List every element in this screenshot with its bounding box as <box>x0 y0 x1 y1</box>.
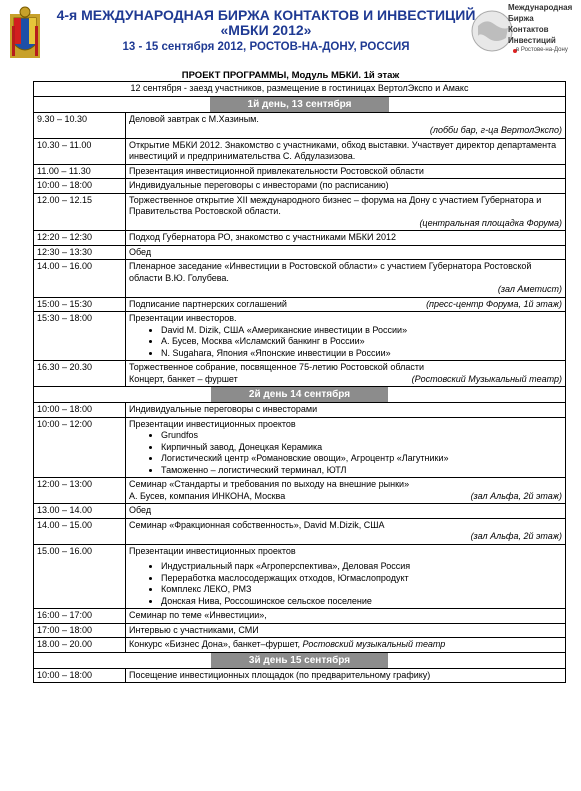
intro-row <box>34 82 566 97</box>
project-title: ПРОЕКТ ПРОГРАММЫ, Модуль МБКИ. 1й этаж <box>181 70 400 81</box>
day-header-row <box>34 652 566 668</box>
table-row <box>34 623 566 638</box>
intro-text: 12 сентября - заезд участников, размещение в гостиницах ВертолЭкспо и Амакс <box>34 82 566 97</box>
time-cell: 10.30 – 11.00 <box>34 138 126 164</box>
logo-word-1: Международная <box>508 3 573 12</box>
table-row <box>34 361 566 387</box>
event-text: Обед <box>126 504 566 519</box>
venue-text: (лобби бар, г-ца ВертолЭкспо) <box>429 125 562 135</box>
time-cell: 12:20 – 12:30 <box>34 231 126 246</box>
mbki-logo <box>470 2 578 68</box>
logo-text <box>508 2 572 46</box>
list-item: • Логистический центр «Романовские овощи», Агроцентр «Лагутники» <box>161 453 562 465</box>
event-text: Открытие МБКИ 2012. Знакомство с участниками, обход выставки. Участвует директор департамента инвестиций и предпринимательства С. Абдулазизова. <box>126 138 566 164</box>
venue-text: (зал Альфа, 2й этаж) <box>470 490 562 501</box>
venue-text: Ростовский музыкальный театр <box>302 639 446 649</box>
list-item: • Кирпичный завод, Донецкая Керамика <box>161 442 562 454</box>
table-row <box>34 417 566 478</box>
table-row <box>34 609 566 624</box>
header <box>0 0 581 70</box>
day-header-row <box>34 387 566 403</box>
time-cell: 15:00 – 15:30 <box>34 297 126 312</box>
logo-word-2: Биржа <box>508 14 534 23</box>
time-cell: 10:00 – 12:00 <box>34 417 126 478</box>
day-header: 1й день, 13 сентября <box>210 97 390 112</box>
time-cell: 9.30 – 10.30 <box>34 112 126 138</box>
list-item: • N. Sugahara, Япония «Японские инвестиции в России» <box>161 348 562 360</box>
logo-word-3: Контактов <box>508 25 549 34</box>
project-list <box>129 430 562 476</box>
event-text: Интервью с участниками, СМИ <box>126 623 566 638</box>
table-row <box>34 478 566 504</box>
event-text: Посещение инвестиционных площадок (по предварительному графику) <box>126 668 566 683</box>
list-item: • Таможенно – логистический терминал, ЮТЛ <box>161 465 562 477</box>
event-text: Индивидуальные переговоры с инвесторами <box>126 403 566 418</box>
time-cell: 11.00 – 11.30 <box>34 164 126 179</box>
project-list <box>129 561 562 607</box>
time-cell: 15.00 – 16.00 <box>34 544 126 609</box>
table-row <box>34 504 566 519</box>
event-text: Презентации инвестиционных проектов <box>129 545 296 556</box>
venue-text: (Ростовский Музыкальный театр) <box>411 373 562 384</box>
coat-of-arms-icon <box>8 4 42 62</box>
event-text: Презентации инвестиционных проектов <box>129 418 296 429</box>
table-row <box>34 231 566 246</box>
day-header: 2й день 14 сентября <box>211 387 388 402</box>
list-item: • А. Бусев, Москва «Исламский банкинг в России» <box>161 336 562 348</box>
time-cell: 14.00 – 15.00 <box>34 518 126 544</box>
table-row <box>34 518 566 544</box>
venue-text: (центральная площадка Форума) <box>419 217 562 228</box>
table-row <box>34 260 566 298</box>
time-cell: 15:30 – 18:00 <box>34 312 126 361</box>
event-text: Семинар по теме «Инвестиции», <box>126 609 566 624</box>
title-line2: «МБКИ 2012» <box>220 22 312 38</box>
table-row <box>34 403 566 418</box>
table-row <box>34 193 566 231</box>
list-item: • Комплекс ЛЕКО, РМЗ <box>161 584 562 596</box>
table-row <box>34 544 566 609</box>
title-line1: 4-я МЕЖДУНАРОДНАЯ БИРЖА КОНТАКТОВ И ИНВЕСТИЦИЙ <box>56 7 476 23</box>
logo-caption: в Ростове-на-Дону <box>516 47 568 53</box>
time-cell: 10:00 – 18:00 <box>34 403 126 418</box>
table-row <box>34 245 566 260</box>
event-text-2: А. Бусев, компания ИНКОНА, Москва <box>129 490 286 501</box>
time-cell: 16:00 – 17:00 <box>34 609 126 624</box>
event-text: Торжественное открытие XII международного бизнес – форума на Дону с участием Губернатора и Правительства Ростовской области. <box>129 194 542 216</box>
time-cell: 10:00 – 18:00 <box>34 179 126 194</box>
event-text: Семинар «Фракционная собственность», David M.Dizik, США <box>129 519 385 530</box>
presenter-list <box>129 325 562 360</box>
event-text: Конкурс «Бизнес Дона», банкет–фуршет, <box>129 639 300 649</box>
table-row <box>34 638 566 653</box>
time-cell: 12.00 – 12.15 <box>34 193 126 231</box>
day-header: 3й день 15 сентября <box>211 653 388 668</box>
table-row <box>34 668 566 683</box>
table-row <box>34 112 566 138</box>
event-text: Семинар «Стандарты и требования по выходу на внешние рынки» <box>129 479 410 489</box>
venue-text: (пресс-центр Форума, 1й этаж) <box>426 298 562 309</box>
day-header-row <box>34 96 566 112</box>
time-cell: 10:00 – 18:00 <box>34 668 126 683</box>
time-cell: 12:00 – 13:00 <box>34 478 126 504</box>
time-cell: 12:30 – 13:30 <box>34 245 126 260</box>
program-table <box>33 81 566 683</box>
list-item: • Донская Нива, Россошинское сельское поселение <box>161 596 562 608</box>
list-item: • Переработка маслосодержащих отходов, Югмаслопродукт <box>161 573 562 585</box>
event-text: Индивидуальные переговоры с инвесторами (по расписанию) <box>126 179 566 194</box>
event-title <box>56 8 476 55</box>
list-item: • Grundfos <box>161 430 562 442</box>
event-text: Подход Губернатора РО, знакомство с участниками МБКИ 2012 <box>126 231 566 246</box>
event-text: Презентации инвесторов. <box>129 313 237 323</box>
event-text: Подписание партнерских соглашений <box>129 298 287 309</box>
table-row <box>34 164 566 179</box>
time-cell: 18.00 – 20.00 <box>34 638 126 653</box>
logo-word-4: Инвестиций <box>508 36 556 45</box>
table-row <box>34 138 566 164</box>
list-item: • Индустриальный парк «Агроперспектива», Деловая Россия <box>161 561 562 573</box>
event-text: Пленарное заседание «Инвестиции в Ростовской области» с участием Губернатора Ростовской области В.Ю. Голубева. <box>129 261 532 283</box>
event-text: Деловой завтрак с М.Хазиным. <box>129 113 259 124</box>
time-cell: 16.30 – 20.30 <box>34 361 126 387</box>
venue-text: (зал Альфа, 2й этаж) <box>470 531 562 541</box>
table-row <box>34 312 566 361</box>
event-text: Обед <box>126 245 566 260</box>
event-text-2: Концерт, банкет – фуршет <box>129 373 238 384</box>
event-text: Презентация инвестиционной привлекательности Ростовской области <box>126 164 566 179</box>
venue-text: (зал Аметист) <box>497 284 562 294</box>
event-dates: 13 - 15 сентября 2012, РОСТОВ-НА-ДОНУ, РОССИЯ <box>122 41 410 53</box>
time-cell: 14.00 – 16.00 <box>34 260 126 298</box>
time-cell: 13.00 – 14.00 <box>34 504 126 519</box>
event-text: Торжественное собрание, посвященное 75-летию Ростовской области <box>129 362 424 372</box>
time-cell: 17:00 – 18:00 <box>34 623 126 638</box>
table-row <box>34 297 566 312</box>
table-row <box>34 179 566 194</box>
list-item: • David M. Dizik, США «Американские инвестиции в России» <box>161 325 562 337</box>
